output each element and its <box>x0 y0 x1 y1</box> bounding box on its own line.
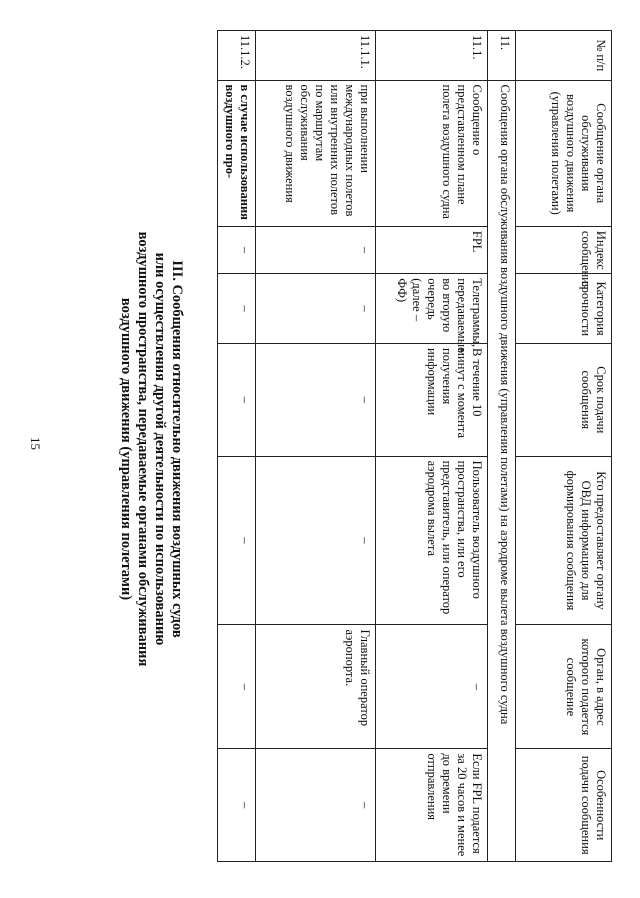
header-num: № п/п <box>516 31 612 81</box>
header-urgency: Категория срочности <box>516 274 612 344</box>
row-addressee: Главный оператор аэропорта. <box>256 625 376 749</box>
messages-table <box>218 30 612 862</box>
row-provider: – <box>256 456 376 625</box>
header-provider: Кто предоставляет органу ОВД информацию для формирования сообщения <box>516 456 612 625</box>
row-addressee: – <box>218 625 256 749</box>
row-provider: – <box>218 456 256 625</box>
heading-line: III. Сообщения относительно движения воздушных судов <box>169 260 185 638</box>
header-index: Индекс сообщения <box>516 226 612 273</box>
row-num: 11.1. <box>376 31 488 81</box>
header-deadline: Срок подачи сообщения <box>516 344 612 457</box>
row-provider: Пользователь воздушного пространства, или его представитель, или оператор аэродрома вылета <box>376 456 488 625</box>
section-title: Сообщения органа обслуживания воздушного движения (управления полетами) на аэродроме вылета воздушного судна <box>488 80 516 861</box>
page-number: 15 <box>28 437 43 450</box>
row-urgency: Телеграммы, передаваемые во вторую очередь (далее – ФФ) <box>376 274 488 344</box>
row-deadline: – <box>256 344 376 457</box>
row-features: Если FPL подается за 20 часов и менее до времени отправления <box>376 749 488 862</box>
header-features: Особенности подачи сообщения <box>516 749 612 862</box>
heading-line: или осуществления другой деятельности по использованию <box>152 252 168 646</box>
row-features: – <box>256 749 376 862</box>
header-message: Сообщение органа обслуживания воздушного движения (управления полетами) <box>516 80 612 226</box>
row-index: – <box>256 226 376 273</box>
row-message: при выполнении международных полетов или внутренних полетов по маршрутам обслуживания воздушного движения <box>256 80 376 226</box>
table-header-row <box>516 31 612 862</box>
row-features: – <box>218 749 256 862</box>
header-addressee: Орган, в адрес которого подается сообщение <box>516 625 612 749</box>
row-num: 11.1.1. <box>256 31 376 81</box>
table-row <box>256 31 376 862</box>
row-index: – <box>218 226 256 273</box>
row-index: FPL <box>376 226 488 273</box>
section-heading <box>117 0 185 898</box>
heading-line: воздушного пространства, передаваемые органами обслуживания <box>135 231 151 667</box>
table-row <box>376 31 488 862</box>
row-deadline: В течение 10 минут с момента получения информации <box>376 344 488 457</box>
table-row <box>218 31 256 862</box>
row-num: 11.1.2. <box>218 31 256 81</box>
row-urgency: – <box>256 274 376 344</box>
section-num: 11. <box>488 31 516 81</box>
row-message: в случае использования воздушного про- <box>218 80 256 226</box>
row-addressee: – <box>376 625 488 749</box>
row-message: Сообщение о представленном плане полета воздушного судна <box>376 80 488 226</box>
section-row <box>488 31 516 862</box>
row-urgency: – <box>218 274 256 344</box>
row-deadline: – <box>218 344 256 457</box>
heading-line: воздушного движения (управления полетами) <box>118 297 134 601</box>
